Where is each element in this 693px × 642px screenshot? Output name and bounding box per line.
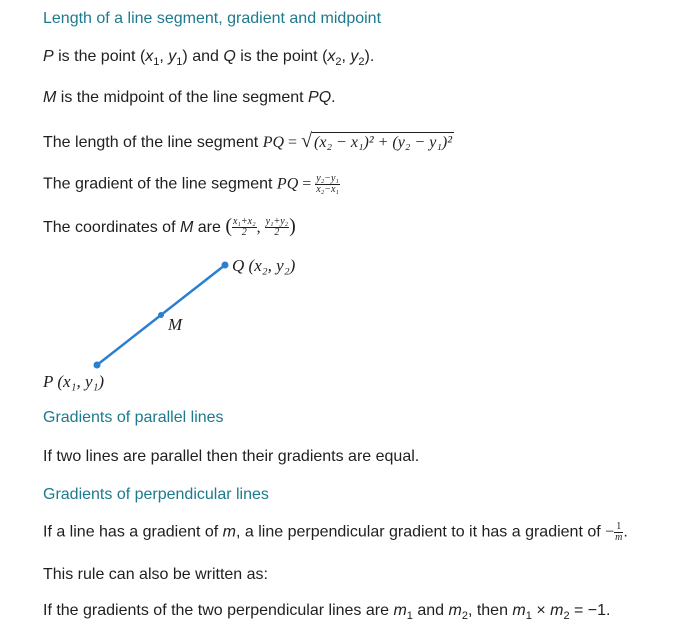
- point-p-dot: [94, 362, 101, 369]
- midpoint-x-fraction: $\frac{\text{x₁+x₂}}{2}$: [232, 216, 256, 239]
- midpoint-coordinates-line: The coordinates of M are ( $\frac{\text{x₁+x₂}}{2}$ , $\frac{\text{y₁+y₂}}{2}$ ): [43, 215, 296, 239]
- heading-perpendicular-lines: Gradients of perpendicular lines: [43, 486, 269, 503]
- points-definition: P is the point ($x_1$, $y_1$) and Q is the point ($x_2$, $y_2$).: [43, 48, 375, 69]
- perpendicular-rule: If a line has a gradient of m, a line perpendicular gradient to it has a gradient of − $\frac{1}{m}$ .: [43, 521, 628, 543]
- midpoint-y-fraction: $\frac{\text{y₁+y₂}}{2}$: [265, 216, 289, 239]
- point-p: P: [43, 48, 54, 65]
- parallel-rule: If two lines are parallel then their gradients are equal.: [43, 448, 420, 465]
- label-m: M: [168, 315, 183, 334]
- length-formula-line: The length of the line segment PQ = √ (x₂ − x₁)² + (y₂ − y₁)²: [43, 130, 452, 152]
- heading-parallel-lines: Gradients of parallel lines: [43, 409, 224, 426]
- point-m-dot: [158, 312, 164, 318]
- midpoint-definition: M is the midpoint of the line segment PQ.: [43, 89, 336, 106]
- square-root: √ (x₂ − x₁)² + (y₂ − y₁)²: [301, 130, 452, 152]
- point-q-dot: [222, 262, 229, 269]
- gradient-fraction: $\frac{\text{y₂−y₁}}{\text{x₂−x₁}}$: [316, 173, 339, 195]
- heading-length-gradient-midpoint: Length of a line segment, gradient and midpoint: [43, 10, 382, 27]
- gradient-formula-line: The gradient of the line segment PQ = $\frac{\text{y₂−y₁}}{\text{x₂−x₁}}$: [43, 173, 339, 195]
- label-p: P (x₁, y₁): [43, 372, 105, 391]
- point-q: Q: [223, 48, 236, 65]
- negative-reciprocal-fraction: $\frac{1}{m}$: [615, 521, 623, 543]
- label-q: Q (x₂, y₂): [232, 256, 296, 275]
- product-rule: If the gradients of the two perpendicular lines are $m_1$ and $m_2$, then $m_1 \times m_2 = -1$.: [43, 602, 611, 623]
- rule-intro: This rule can also be written as:: [43, 566, 268, 583]
